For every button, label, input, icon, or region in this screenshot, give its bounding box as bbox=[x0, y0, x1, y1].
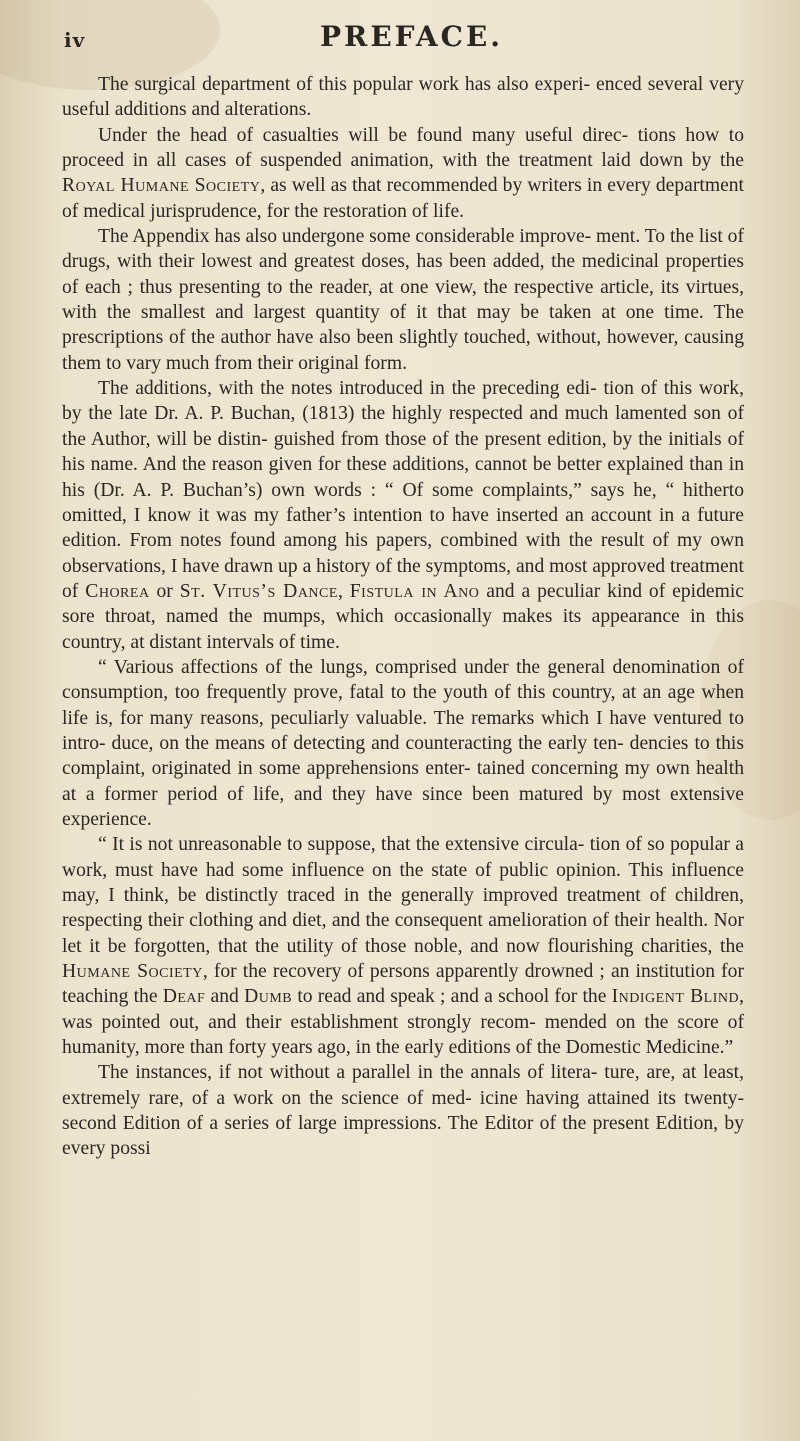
small-caps-text: Chorea bbox=[85, 580, 150, 602]
running-head-title: PREFACE. bbox=[320, 20, 504, 53]
small-caps-text: Indigent Blind bbox=[611, 986, 740, 1008]
small-caps-text: Humane Society bbox=[62, 961, 203, 983]
paragraph-text: and a peculiar kind of epidemic sore throat, named the mumps, which occasionally makes its appearance in this country, at distant intervals of time. bbox=[62, 580, 744, 653]
paragraph-text: , for the recovery of persons apparently drowned ; an institution for teaching the bbox=[62, 961, 744, 1008]
paragraph-text: The Appendix has also undergone some considerable improve- ment. To the list of drugs, with their lowest and greatest doses, has been added, the medicinal properties of each ; thus presenting to the reader, at one view, the respective article, its virtues, with the smallest and largest quantity of it that may be taken at one time. The prescriptions of the author have also been slightly touched, without, however, causing them to vary much from their original form. bbox=[62, 226, 744, 374]
paragraph-text: to read and speak ; and a school for the bbox=[292, 986, 612, 1008]
small-caps-text: Dumb bbox=[244, 986, 293, 1008]
body-text bbox=[62, 72, 744, 1162]
paragraph-text: , bbox=[337, 580, 350, 602]
paragraph-text: “ Various affections of the lungs, comprised under the general denomination of consumption, too frequently prove, fatal to the youth of this country, at an age when life is, for many reasons, peculiarly valuable. The remarks which I have ventured to intro- duce, on the means of detecting and counteracting the early ten- dencies to this complaint, originated in some apprehensions enter- tained concerning my own health at a former period of life, and they have since been matured by most extensive experience. bbox=[62, 656, 744, 830]
small-caps-text: Royal Humane Society bbox=[62, 175, 261, 197]
paragraph bbox=[62, 655, 744, 832]
paragraph-text: and bbox=[205, 986, 245, 1008]
paragraph-text: , was pointed out, and their establishment strongly recom- mended on the score of humanity, more than forty years ago, in the early editions of the Domestic Medicine.” bbox=[62, 986, 744, 1059]
paragraph-text: “ It is not unreasonable to suppose, that the extensive circula- tion of so popular a work, must have had some influence on the state of public opinion. This influence may, I think, be distinctly traced in the generally improved treatment of children, respecting their clothing and diet, and the consequent amelioration of their health. Nor let it be forgotten, that the utility of those noble, and now flourishing charities, the bbox=[62, 834, 744, 957]
paragraph-text: , as well as that recommended by writers in every department of medical jurisprudence, for the restoration of life. bbox=[62, 175, 745, 222]
paragraph-text: The instances, if not without a parallel in the annals of litera- ture, are, at least, extremely rare, of a work on the science of med- icine having attained its twenty-second Edition of a series of large impressions. The Editor of the present Edition, by every possi bbox=[62, 1062, 744, 1160]
paragraph bbox=[62, 224, 744, 376]
paragraph bbox=[62, 1060, 744, 1161]
page-header bbox=[62, 18, 740, 58]
paragraph-text: or bbox=[149, 580, 180, 602]
paragraph-text: Under the head of casualties will be found many useful direc- tions how to proceed in all cases of suspended animation, with the treatment laid down by the bbox=[62, 124, 744, 172]
paragraph bbox=[62, 832, 744, 1060]
paragraph-text: The additions, with the notes introduced in the preceding edi- tion of this work, by the late Dr. A. P. Buchan, (1813) the highly respected and much lamented son of the Author, will be distin- guished from those of the present edition, by the initials of his name. And the reason given for these additions, cannot be better explained than in his (Dr. A. P. Buchan’s) own words : “ Of some complaints,” says he, “ hitherto omitted, I know it was my father’s intention to have inserted an account in a future edition. From notes found among his papers, combined with the result of my own observations, I have drawn up a history of the symptoms, and most approved treatment of bbox=[62, 378, 744, 602]
paragraph bbox=[62, 72, 744, 123]
paragraph-text: The surgical department of this popular work has also experi- enced several very useful additions and alterations. bbox=[62, 74, 744, 121]
paragraph bbox=[62, 123, 744, 224]
page-number: iv bbox=[64, 28, 86, 52]
paragraph bbox=[62, 376, 744, 655]
small-caps-text: St. Vitus’s Dance bbox=[179, 580, 338, 602]
small-caps-text: Fistula in Ano bbox=[349, 580, 480, 602]
small-caps-text: Deaf bbox=[162, 986, 206, 1008]
